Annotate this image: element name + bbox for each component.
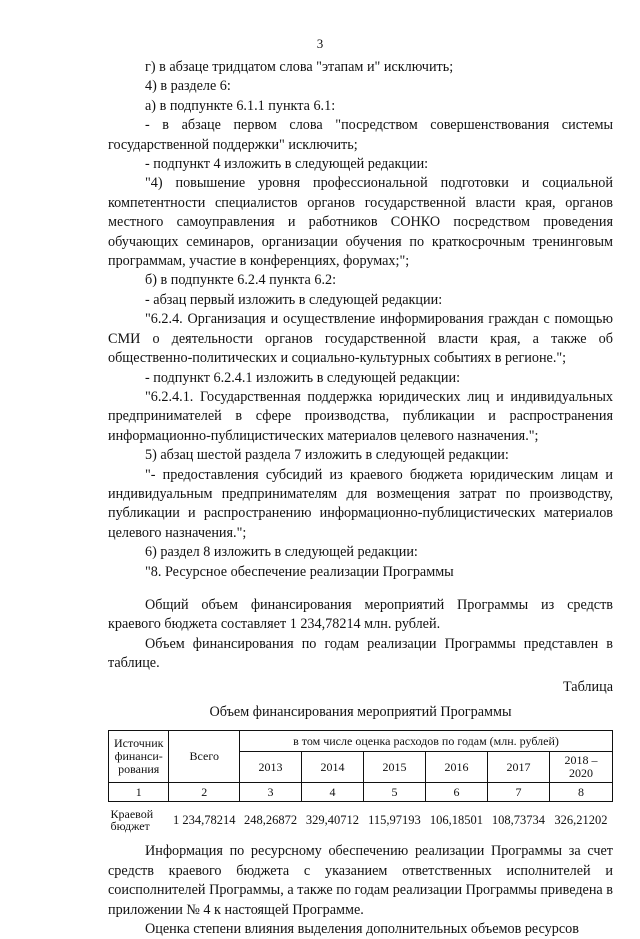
document-body	[108, 58, 613, 939]
cell-value: 329,40712	[305, 812, 360, 827]
paragraph: "6.2.4.1. Государственная поддержка юридических лиц и индивидуальных предпринимателей в сфере производства, публикации и распространения информационно-публицистических материалов целевого назначения.";	[108, 388, 613, 444]
cell-value: 115,97193	[368, 812, 421, 827]
column-number: 5	[363, 783, 425, 802]
cell-total: 1 234,78214	[172, 812, 236, 827]
cell-value: 106,18501	[429, 812, 484, 827]
cell-value: 326,21202	[554, 812, 608, 827]
paragraph: 5) абзац шестой раздела 7 изложить в следующей редакции:	[145, 447, 509, 464]
column-number: 7	[487, 783, 549, 802]
paragraph: "4) повышение уровня профессиональной подготовки и социальной компетентности специалистов органов государственной власти края, органов местного самоуправления и работников СОНКО посредством проведения обучающих семинаров, организации обучения по краткосрочным тренинговым программам, участие в конференциях, форумах;";	[108, 175, 613, 270]
spacer	[108, 582, 613, 596]
paragraph: б) в подпункте 6.2.4 пункта 6.2:	[145, 272, 337, 289]
paragraph: "6.2.4. Организация и осуществление информирования граждан с помощью СМИ о деятельности органов государственной власти края, а также об общественно-политических и социально-культурных событиях в регионе.";	[108, 311, 613, 367]
table-row	[109, 802, 613, 835]
header-year: 2015	[363, 752, 425, 783]
column-number: 4	[302, 783, 364, 802]
paragraph: "- предоставления субсидий из краевого бюджета юридическим лицам и индивидуальным предпринимателям для возмещения затрат по производству, публикации и распространению информационно-публицистических материалов целевого назначения.";	[108, 466, 613, 541]
header-source: Источник финанси-рования	[109, 731, 169, 783]
header-year: 2014	[302, 752, 364, 783]
column-number: 1	[109, 783, 169, 802]
paragraph: - абзац первый изложить в следующей редакции:	[145, 291, 443, 308]
after-table-block	[108, 842, 613, 939]
page-number: 3	[316, 36, 324, 51]
paragraph: 4) в разделе 6:	[145, 78, 231, 95]
cell-value: 248,26872	[243, 812, 298, 827]
paragraph: Оценка степени влияния выделения дополнительных объемов ресурсов	[145, 921, 579, 938]
header-year: 2017	[487, 752, 549, 783]
column-number: 2	[169, 783, 240, 802]
financing-table	[108, 730, 613, 834]
paragraph: - подпункт 4 изложить в следующей редакции:	[145, 156, 429, 173]
paragraph: а) в подпункте 6.1.1 пункта 6.1:	[145, 97, 336, 114]
column-number: 6	[425, 783, 487, 802]
section-heading: "8. Ресурсное обеспечение реализации Программы	[145, 563, 454, 580]
paragraph: Информация по ресурсному обеспечению реализации Программы за счет средств краевого бюджета с указанием ответственных исполнителей и соисполнителей Программы, а также по годам реализации Программы приведена в приложении № 4 к настоящей Программе.	[108, 843, 613, 918]
paragraph: - в абзаце первом слова "посредством совершенствования системы государственной поддержки" исключить;	[108, 117, 613, 153]
table-label: Таблица	[562, 678, 613, 695]
header-year: 2013	[240, 752, 302, 783]
header-years-group: в том числе оценка расходов по годам (млн. рублей)	[240, 731, 613, 752]
column-number: 3	[240, 783, 302, 802]
paragraph: г) в абзаце тридцатом слова "этапам и" исключить;	[145, 59, 454, 75]
paragraph: Объем финансирования по годам реализации Программы представлен в таблице.	[108, 635, 613, 672]
table-title: Объем финансирования мероприятий Программы	[209, 704, 512, 720]
paragraph: - подпункт 6.2.4.1 изложить в следующей редакции:	[145, 369, 461, 386]
paragraph: 6) раздел 8 изложить в следующей редакции:	[145, 544, 418, 561]
header-total: Всего	[169, 731, 240, 783]
cell-value: 108,73734	[491, 812, 545, 827]
column-number: 8	[549, 783, 612, 802]
header-year: 2016	[425, 752, 487, 783]
paragraph: Общий объем финансирования мероприятий Программы из средств краевого бюджета составляет 1 234,78214 млн. рублей.	[108, 596, 613, 633]
row-source: Краевой бюджет	[110, 807, 154, 834]
header-year: 2018 – 2020	[549, 752, 612, 783]
